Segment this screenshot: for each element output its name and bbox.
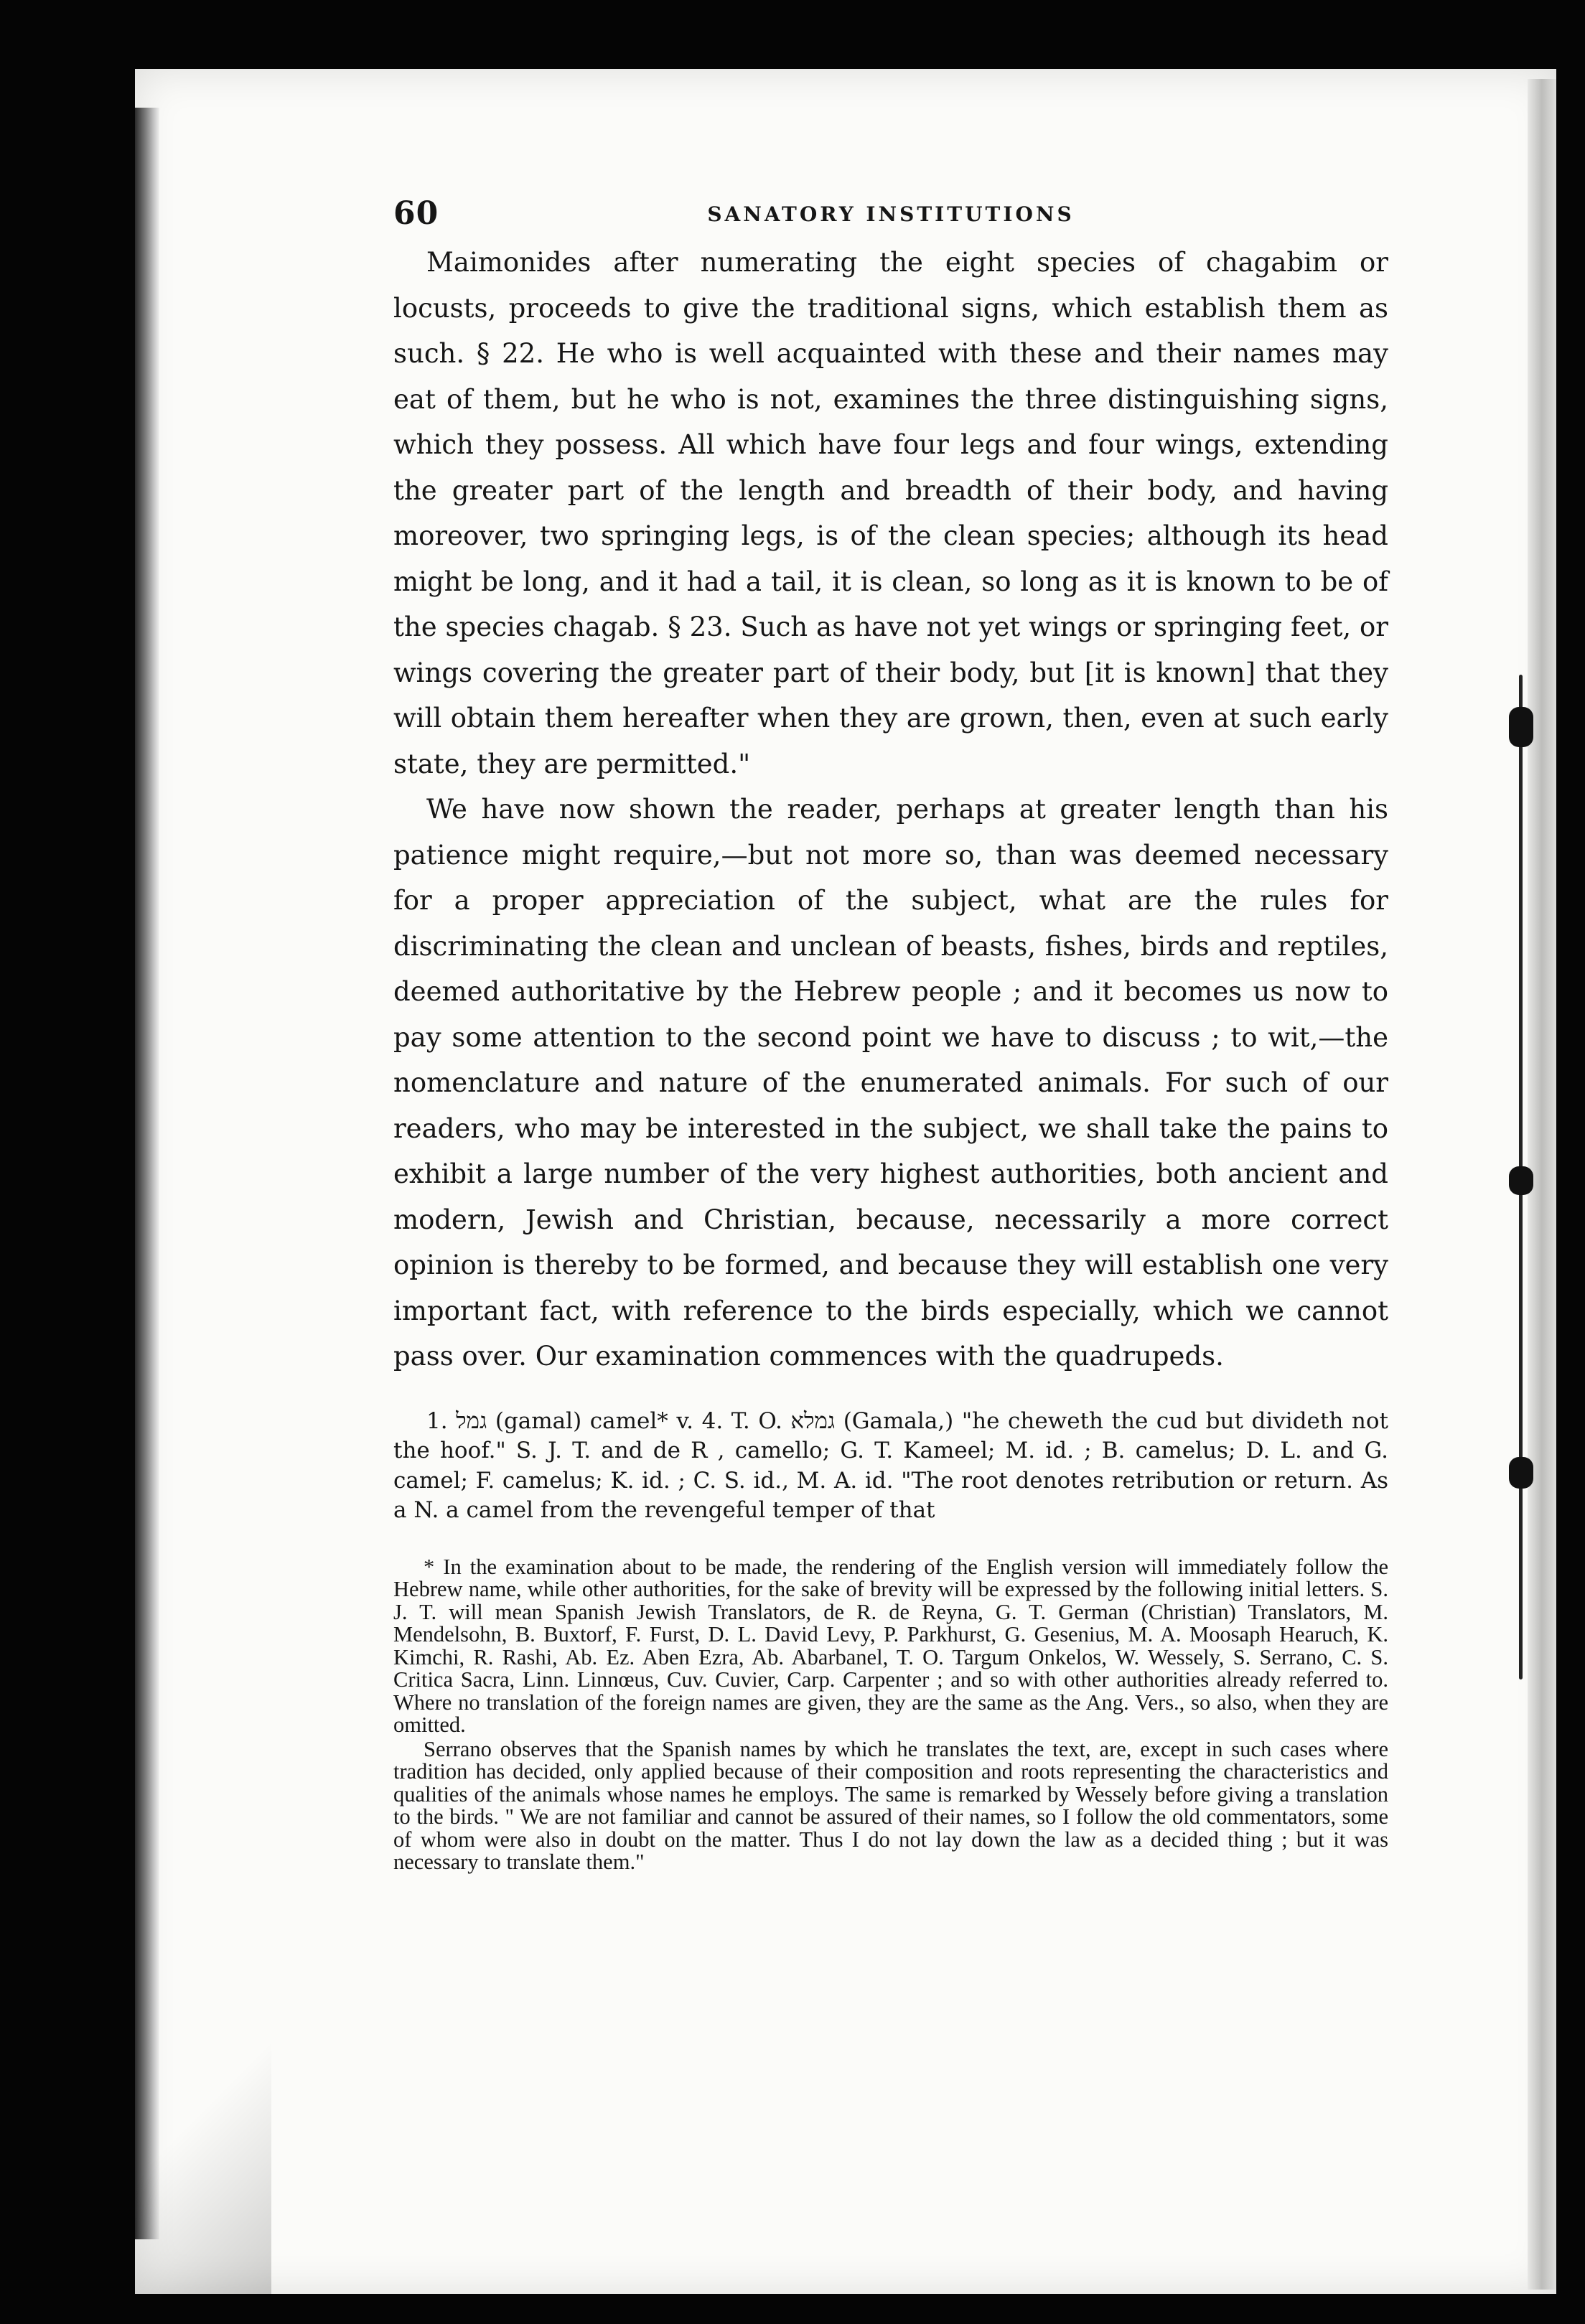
- body-paragraph: Maimonides after numerating the eight species of chagabim or locusts, proceeds to give the traditional signs, which establish them as such. § 22. He who is well acquainted with these and their names may eat of them, but he who is not, examines the three distinguishing signs, which they possess. All which have four legs and four wings, extending the greater part of the length and breadth of their body, and having moreover, two springing legs, is of the clean species; although its head might be long, and it had a tail, it is clean, so long as it is known to be of the species chagab. § 23. Such as have not yet wings or springing feet, or wings covering the greater part of their body, but [it is known] that they will obtain them hereafter when they are grown, then, even at such early state, they are permitted.": [393, 247, 1388, 779]
- binding-clip-mark: [1509, 1166, 1533, 1195]
- animal-entry: 1. גמל (gamal) camel* v. 4. T. O. גמלא (Gamala,) "he cheweth the cud but divideth not the hoof." S. J. T. and de R , camello; G. T. Kameel; M. id. ; B. camelus; D. L. and G. camel; F. camelus; K. id. ; C. S. id., M. A. id. "The root denotes retribution or return. As a N. a camel from the revengeful temper of that: [393, 1407, 1388, 1523]
- binding-clip-mark: [1509, 707, 1533, 747]
- running-header-title: SANATORY INSTITUTIONS: [707, 202, 1075, 226]
- book-binding-edge: [135, 108, 159, 2239]
- body-paragraph: We have now shown the reader, perhaps at greater length than his patience might require,—but not more so, than was deemed necessary for a proper appreciation of the subject, what are the rules for discriminating the clean and unclean of beasts, fishes, birds and reptiles, deemed authoritative by the Hebrew people ; and it becomes us now to pay some attention to the second point we have to discuss ; to wit,—the nomenclature and nature of the enumerated animals. For such of our readers, who may be interested in the subject, we shall take the pains to exhibit a large number of the very highest authorities, both ancient and modern, Jewish and Christian, because, necessarily a more correct opinion is thereby to be formed, and because they will establish one very important fact, with reference to the birds especially, which we cannot pass over. Our examination commences with the quadrupeds.: [393, 794, 1388, 1372]
- footnote: Serrano observes that the Spanish names by which he translates the text, are, except in such cases where tradition has decided, only applied because of their composition and roots representing the characteristics and qualities of the animals whose names he employs. The same is remarked by Wessely before giving a translation to the birds. " We are not familiar and cannot be assured of their names, so I follow the old commentators, some of whom were also in doubt on the matter. Thus I do not lay down the law as a decided thing ; but it was necessary to translate them.": [393, 1736, 1388, 1874]
- running-header: [393, 195, 1388, 240]
- page-number: 60: [393, 195, 439, 232]
- binding-clip-mark: [1509, 1457, 1533, 1489]
- page-content: [393, 195, 1388, 1874]
- footnotes: [393, 1556, 1388, 1874]
- body-text: [393, 240, 1388, 1379]
- footnote: * In the examination about to be made, the rendering of the English version will immediately follow the Hebrew name, while other authorities, for the sake of brevity will be expressed by the following initial letters. S. J. T. will mean Spanish Jewish Translators, de R. de Reyna, G. T. German (Christian) Translators, M. Mendelsohn, B. Buxtorf, F. Furst, D. L. David Levy, P. Parkhurst, G. Gesenius, M. A. Moosaph Hearuch, K. Kimchi, R. Rashi, Ab. Ez. Aben Ezra, Ab. Abarbanel, T. O. Targum Onkelos, W. Wessely, S. Serrano, C. S. Critica Sacra, Linn. Linnœus, Cuv. Cuvier, Carp. Carpenter ; and so with other authorities already referred to. Where no translation of the foreign names are given, they are the same as the Ang. Vers., so also, when they are omitted.: [393, 1554, 1388, 1737]
- page-corner-shadow: [135, 1967, 271, 2297]
